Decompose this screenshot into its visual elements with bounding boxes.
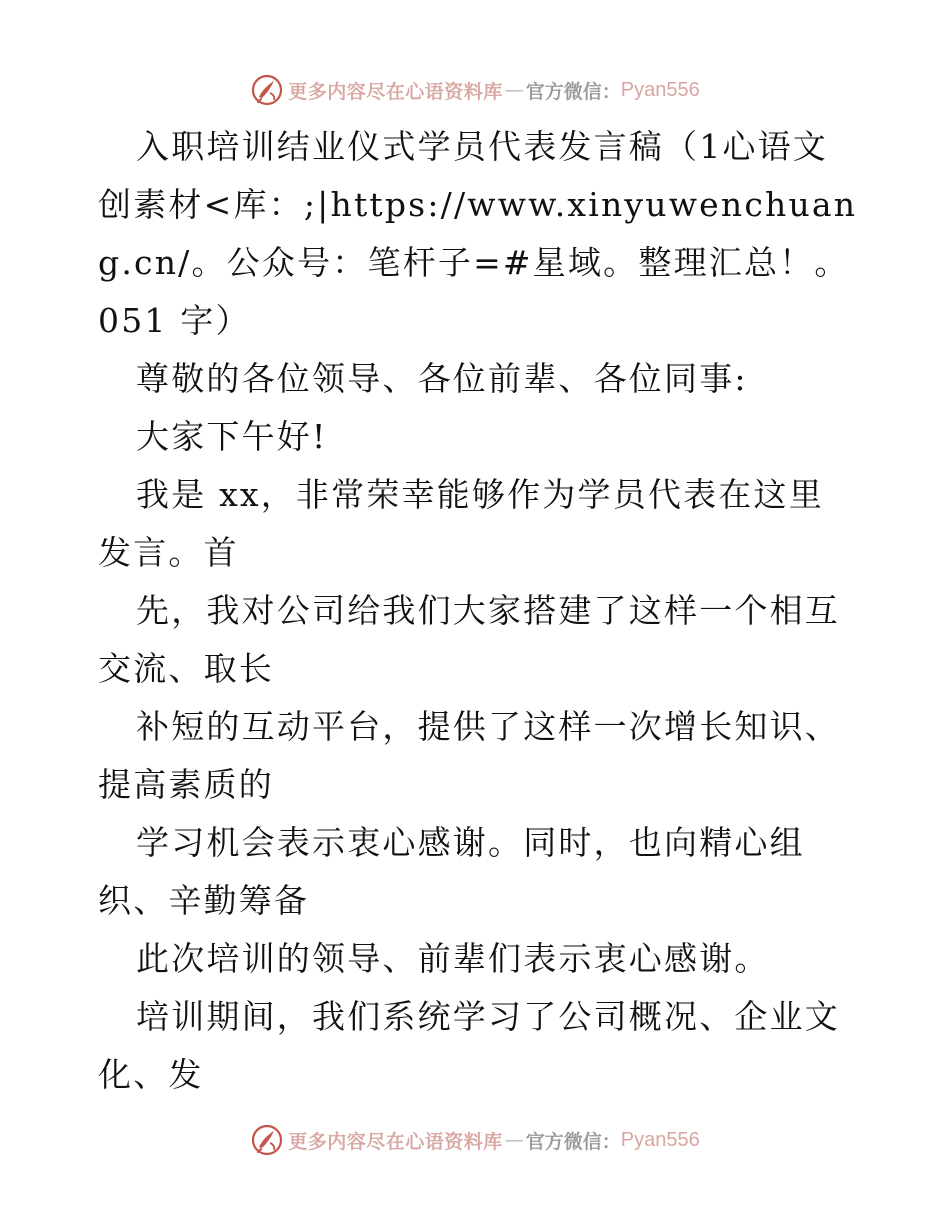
body-paragraph: 此次培训的领导、前辈们表示衷心感谢。	[136, 939, 770, 978]
greeting-paragraph: 大家下午好!	[136, 417, 328, 456]
watermark-site-name: 更多内容尽在心语资料库	[288, 80, 503, 103]
body-paragraph: 补短的互动平台，提供了这样一次增长知识、提高素质的	[98, 707, 840, 804]
body-paragraph: 我是 xx，非常荣幸能够作为学员代表在这里发言。首	[98, 475, 824, 572]
watermark-wechat-label: 官方微信：	[525, 1130, 621, 1153]
document-title-paragraph: 入职培训结业仪式学员代表发言稿（1心语文创素材<库：;|https://www.xinyuwenchuang.cn/。公众号：笔杆子=#星域。整理汇总！。051 字）	[98, 127, 858, 340]
flame-pen-logo-icon	[250, 1123, 284, 1157]
watermark-wechat-id: Pyan556	[620, 78, 700, 101]
body-paragraph: 学习机会表示衷心感谢。同时，也向精心组织、辛勤筹备	[98, 823, 805, 920]
salutation-paragraph: 尊敬的各位领导、各位前辈、各位同事:	[136, 359, 748, 398]
body-paragraph: 先，我对公司给我们大家搭建了这样一个相互交流、取长	[98, 591, 840, 688]
watermark-site-name: 更多内容尽在心语资料库	[288, 1130, 503, 1153]
watermark-wechat-id: Pyan556	[620, 1128, 700, 1151]
body-paragraph: 培训期间，我们系统学习了公司概况、企业文化、发	[98, 997, 840, 1094]
watermark-separator: —	[504, 1129, 524, 1151]
header-watermark	[0, 70, 950, 110]
watermark-separator: —	[504, 79, 524, 101]
document-body	[98, 118, 858, 1104]
flame-pen-logo-icon	[250, 73, 284, 107]
footer-watermark	[0, 1120, 950, 1160]
watermark-wechat-label: 官方微信：	[525, 80, 621, 103]
